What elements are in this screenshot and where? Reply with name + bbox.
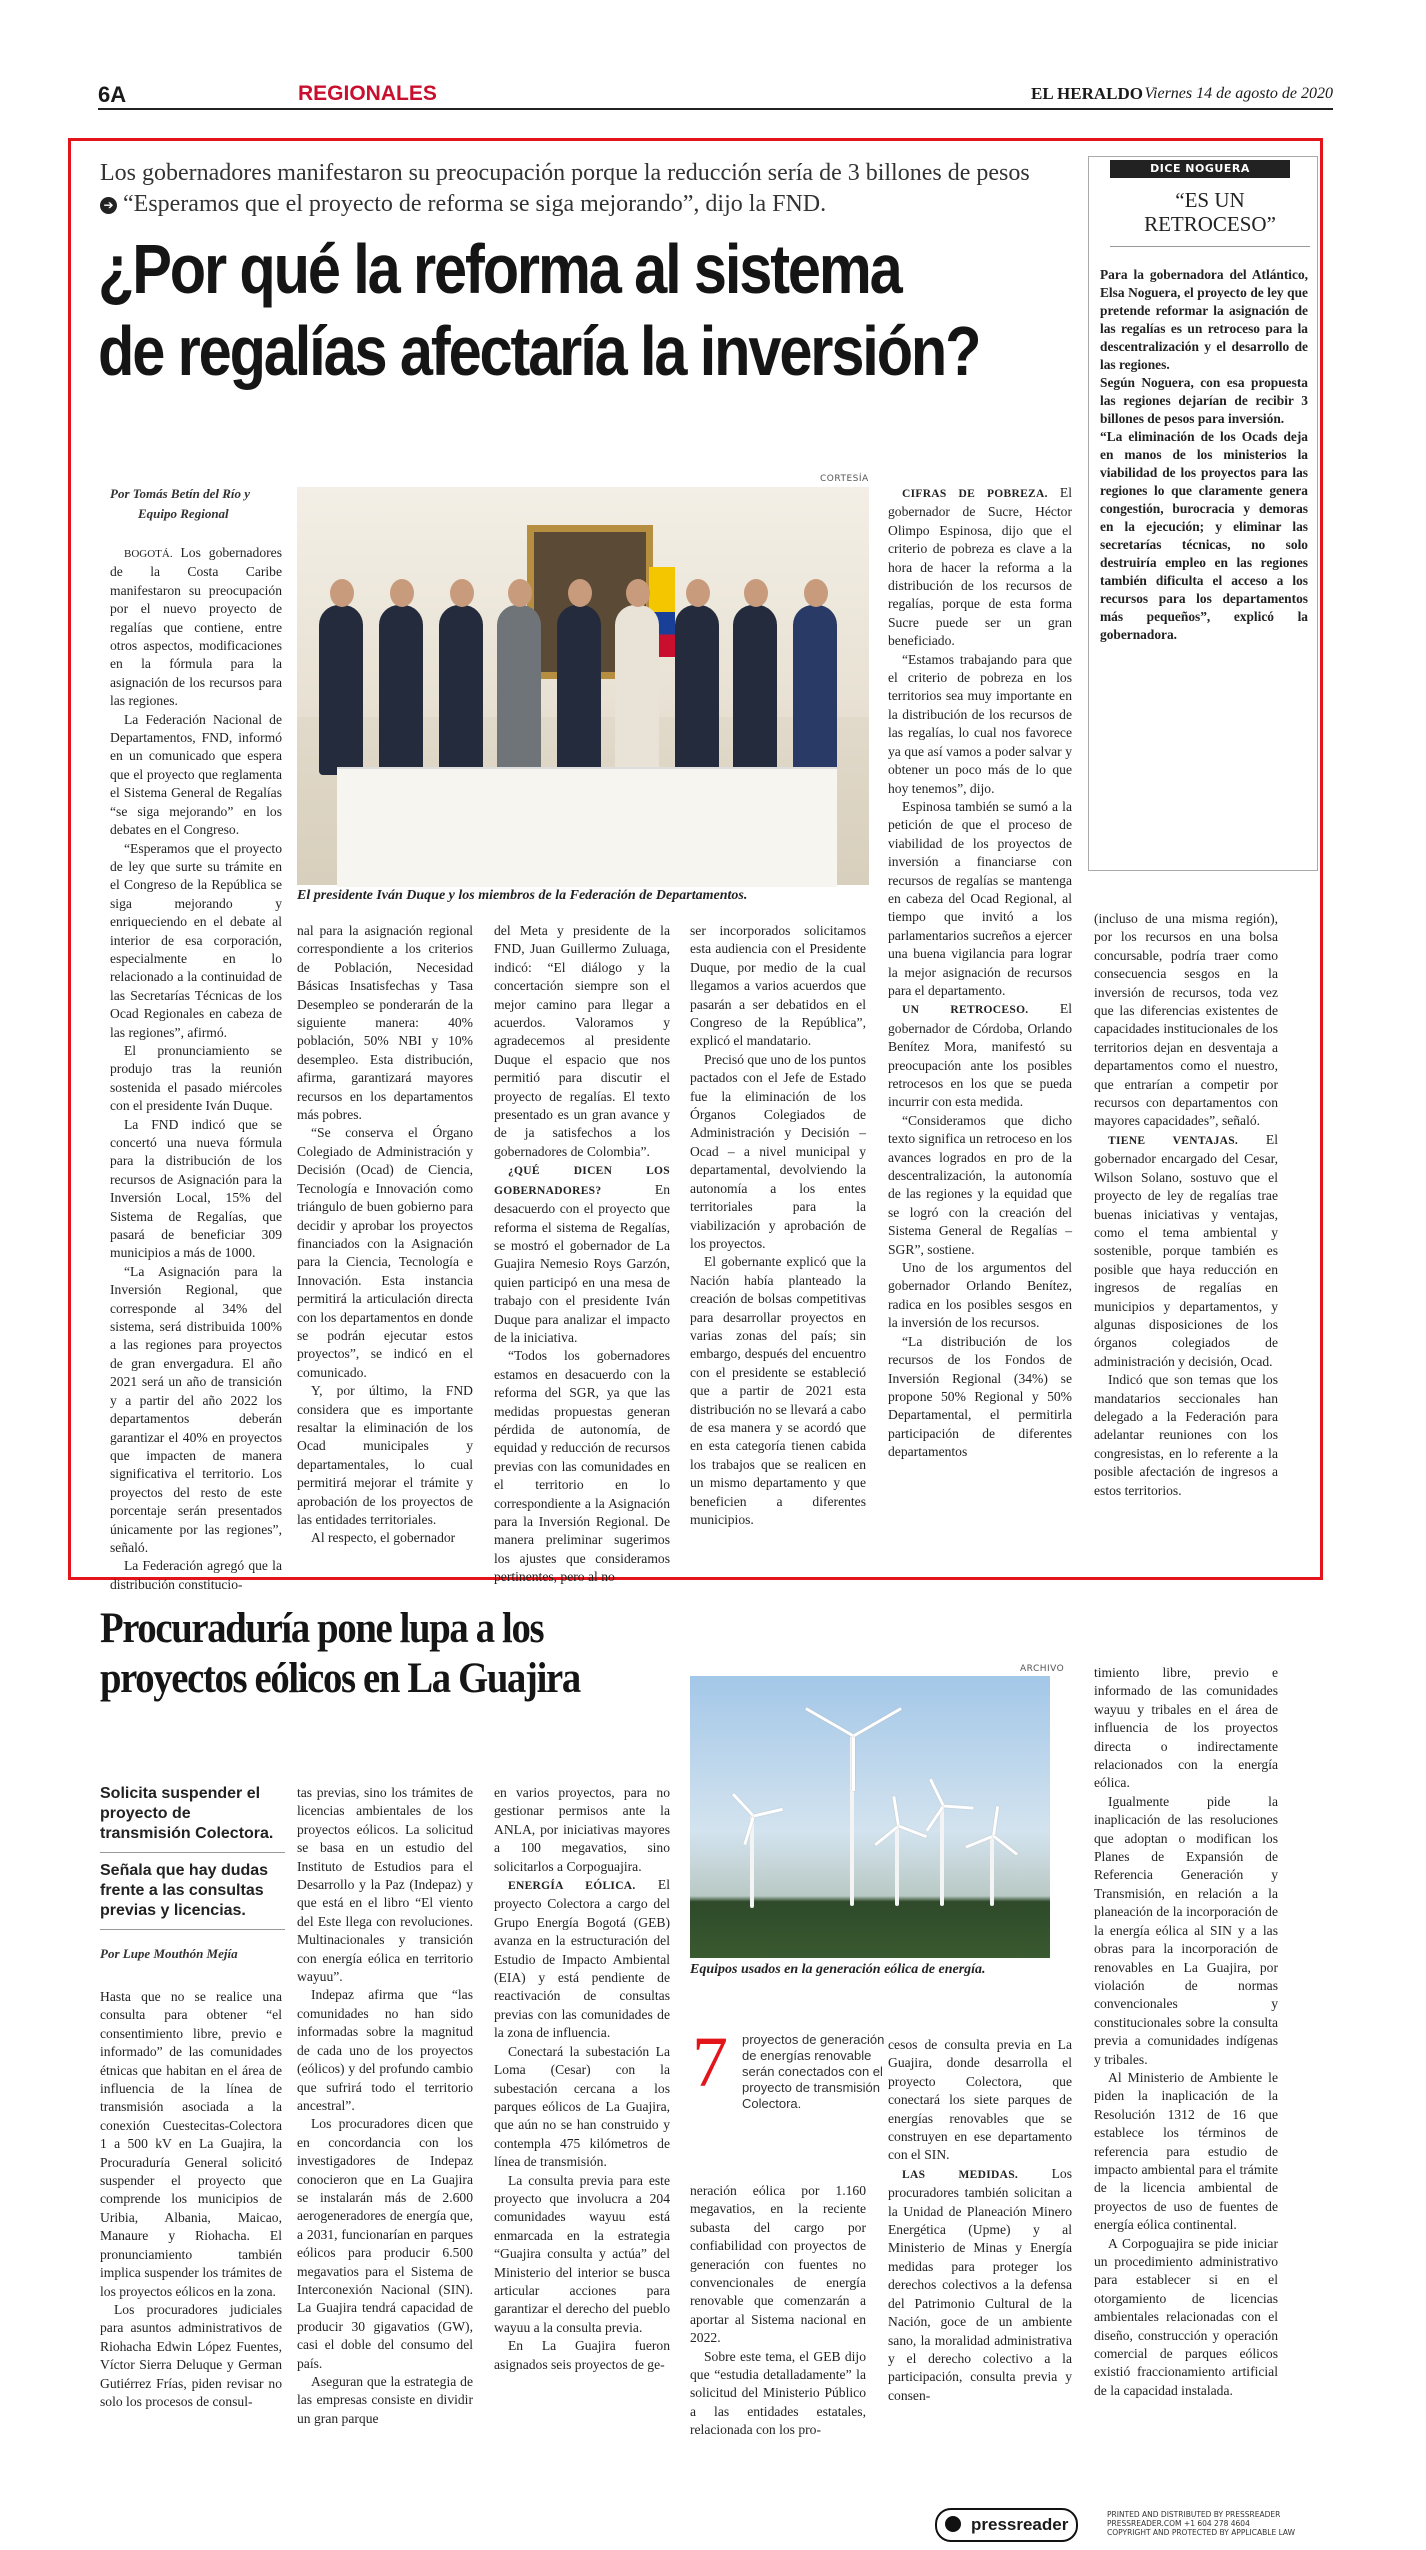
paragraph-text: nal para la asignación regional correspondiente a los criterios de Población, Necesidad Básicas Insatisfechas y Tasa Desempleo se ponderarán de la siguiente manera: 40% población, 50% NBI y 10% desempleo. Esta distribución, afirma, garantizará mayores recursos en los departamentos más pobres. [297,923,473,1123]
sidebar-quote-head: “ES UN RETROCESO” [1144,188,1276,236]
paragraph [100,2301,282,2411]
paragraph-text: “Se conserva el Órgano Colegiado de Administración y Decisión (Ocad) de Ciencia, Tecnología e Innovación como triángulo de buen gobierno para decidir y aprobar los proyectos financiados con la Asignación para la Ciencia, Tecnología e Innovación. Esta instancia permitirá la articulación directa con los departamentos en donde se podrán ejecutar estos proyectos”, se indicó en el comunicado. [297,1125,473,1380]
paragraph-text: del Meta y presidente de la FND, Juan Guillermo Zuluaga, indicó: “El diálogo y la concertación siempre son el mejor camino para llegar a acuerdos. Valoramos y agradecemos al presidente Duque el espacio que nos permitió para discutir el proyecto de regalías. El texto presentado es un gran avance y de ja satisfechos a los gobernadores de Colombia”. [494,923,670,1159]
paragraph-text: El gobernador de Córdoba, Orlando Benítez Mora, manifestó su preocupación ante los posibles retrocesos en los que se pueda incurrir con esta medida. [888,1001,1072,1110]
paragraph-kicker: LAS MEDIDAS. [902,2168,1019,2181]
paragraph-text: Precisó que uno de los puntos pactados con el Jefe de Estado fue la eliminación de los Órganos Colegiados de Administración y Decisión – Ocad – a nivel municipal y departamental, devolviendo la autonomía a los entes territoriales para la viabilización y aprobación de los proyectos. [690,1051,866,1251]
page-number: 6A [98,82,127,107]
notice-line: COPYRIGHT AND PROTECTED BY APPLICABLE LAW [1107,2528,1296,2537]
paragraph [297,922,473,1124]
paragraph [297,2373,473,2428]
paragraph [690,2182,866,2348]
pressreader-logo: pressreader [935,2508,1078,2542]
paragraph [100,1988,282,2301]
body-column-4 [690,922,866,1574]
paragraph-text: “Estamos trabajando para que el criterio de pobreza en los territorios sea muy importante en la distribución de los recursos de las regalías, lo cual nos favorece ya que así vamos a poder salvar y obtener un poco más de lo que hoy tenemos”, dijo. [888,651,1072,796]
paragraph [494,922,670,1161]
paragraph [110,840,282,1042]
paragraph-text: Y, por último, la FND considera que es importante resaltar la eliminación de los Ocad municipales y departamentales, lo cual permitirá mejorar el trámite y aprobación de los proyectos de las entidades territoriales. [297,1383,473,1527]
sidebar-tag: DICE NOGUERA [1110,160,1290,178]
paragraph-text: El gobernador de Sucre, Héctor Olimpo Espinosa, dijo que el criterio de pobreza es clave a la hora de hacer la reforma a la distribución de los recursos de regalías, porque de esta forma Sucre puede ser un gran beneficiado. [888,485,1072,649]
paragraph [888,1112,1072,1259]
paragraph [1094,1793,1278,2069]
paragraph [110,711,282,840]
dateline: BOGOTÁ. [124,548,173,560]
paragraph-text: La Federación Nacional de Departamentos, FND, informó en un comunicado que espera que el proyecto que reglamenta el Sistema General de Regalías “se siga mejorando” en los debates en el Congreso. [110,711,282,838]
paragraph-text: La consulta previa para este proyecto que involucra a 204 comunidades wayuu está enmarcada en la estrategia “Guajira consulta y actúa” del Ministerio del interior se busca articular acciones para garantizar el derecho del pueblo wayuu a la consulta previa. [494,2172,670,2335]
paragraph-text: cesos de consulta previa en La Guajira, donde desarrolla el proyecto Colectora, que conectará los siete parques de energías renovables que se construyen en ese departamento con el SIN. [888,2037,1072,2163]
arrow-icon: ➔ [100,197,117,214]
paragraph-text: El gobernador encargado del Cesar, Wilson Solano, sostuvo que el proyecto de ley de regalías trae buenas iniciativas y ventajas, como el tema ambiental y sostenible, porque también es posible que haya reducción en ingresos de regalías en municipios y departamentos, y algunas disposiciones de los órganos colegiados de administración y decisión, Ocad. [1094,1131,1279,1369]
notice-line: PRESSREADER.COM +1 604 278 4604 [1107,2519,1250,2528]
paragraph [888,1333,1072,1462]
paragraph-text: Los procuradores también solicitan a la Unidad de Planeación Minero Energética (Upme) y al Ministerio de Minas y Energía medidas para proteger los derechos colectivos a la defensa del Patrimonio Cultural de la Nación, goce de un ambiente sano, la moralidad administrativa y el derecho colectivo a la participación, consulta previa y consen- [888,2165,1072,2403]
paragraph-text: “Todos los gobernadores estamos en desacuerdo con la reforma del SGR, ya que las medidas propuestas generan pérdida de autonomía, de equidad y reducción de recursos previas con las comunidades en el territorio en lo correspondiente a la Asignación para la Inversión Regional. De manera preliminar sugerimos los ajustes que consideramos pertinentes, pero al no [494,1348,670,1585]
paragraph [110,1263,282,1558]
photo2-credit: ARCHIVO [1020,1664,1065,1674]
story2-byline: Por Lupe Mouthón Mejía [100,1946,238,1961]
paragraph-text: En desacuerdo con el proyecto que reforma el sistema de Regalías, se mostró el gobernador de La Guajira Nemesio Roys Garzón, quien participó en una mesa de trabajo con el presidente Iván Duque para analizar el impacto de la iniciativa. [494,1181,670,1345]
sidebar-body [1100,266,1308,644]
paragraph-kicker: UN RETROCESO. [902,1004,1029,1017]
deck-part-1: Los gobernadores manifestaron su preocupación porque la reducción sería de 3 billones de pesos [100,160,1030,186]
paragraph-text: Aseguran que la estrategia de las empresas consiste en dividir un gran parque [297,2374,473,2426]
headline2-line-1: Procuraduría pone lupa a los [100,1605,544,1652]
paragraph [1094,1131,1278,1371]
paragraph [494,1347,670,1586]
paragraph [1094,2069,1278,2235]
paragraph-text: Indicó que son temas que los mandatarios seccionales han delegado a la Federación para adelantar reuniones con los congresistas, en lo referente a la posible afectación de ingresos a estos territorios. [1094,1372,1278,1498]
sidebar-paragraph: Para la gobernadora del Atlántico, Elsa Noguera, el proyecto de ley que pretende reformar la asignación de las regalías es un retroceso para la descentralización y el desarrollo de las regiones. [1100,267,1308,372]
paragraph [494,2337,670,2374]
divider [100,1852,285,1853]
second-headline [100,1604,748,1704]
paragraph [1094,1371,1278,1500]
stat-text: proyectos de generación de energías renovable serán conectados con el proyecto de transmisión Colectora. [742,2032,885,2111]
paragraph-text: Conectará la subestación La Loma (Cesar) con la subestación cercana a los parques eólicos de La Guajira, que aún no se han construido y contempla 475 kilómetros de línea de transmisión. [494,2043,670,2170]
paragraph [297,1124,473,1382]
paragraph [888,651,1072,798]
deck-part-2: “Esperamos que el proyecto de reforma se siga mejorando”, dijo la FND. [123,191,827,217]
paragraph [690,922,866,1051]
paragraph [690,1051,866,1253]
sidebar-paragraph: Según Noguera, con esa propuesta las regiones dejarían de recibir 3 billones de pesos para inversión. [1100,375,1308,426]
wind-turbines-photo [690,1676,1050,1958]
paragraph [297,1986,473,2115]
body-column-6 [1094,910,1278,1574]
story2-column-5 [888,2036,1072,2508]
paragraph-text: Espinosa también se sumó a la petición de que el proceso de viabilidad de los proyectos de inversión a financiarse con recursos de regalías se mantenga en cabeza del Ocad Regional, al tiempo que invitó a los parlamentarios sucreños a ejercer una buena vigilancia para lograr la mejor asignación de recursos para el departamento. [888,798,1072,998]
summary-point-1: Solicita suspender el proyecto de transmisión Colectora. [100,1785,274,1842]
paragraph [690,1253,866,1529]
photo2-caption: Equipos usados en la generación eólica de energía. [690,1962,986,1977]
paragraph [690,2348,866,2440]
photo-credit: CORTESÍA [820,474,869,484]
paragraph-text: ser incorporados solicitamos esta audiencia con el Presidente Duque, por medio de la cual llegamos a varios acuerdos que pasarán a ser debatidos en el Congreso de la República”, explicó el mandatario. [690,923,866,1049]
paragraph-text: “La distribución de los recursos de los Fondos de Inversión Regional (34%) se propone 50% Regional y 50% Departamental, el permitirla participación de diferentes departamentos [888,1333,1072,1460]
paragraph-text: (incluso de una misma región), por los recursos en una bolsa concursable, podría traer como consecuencia sesgos en la inversión de recursos, toda vez que las diferencias existentes de capacidades institucionales de los territorios dejan en desventaja a departamentos como el nuestro, que entrarían a competir por recursos con departamentos con mayores capacidades”, señaló. [1094,911,1278,1129]
story2-column-2 [297,1784,473,2508]
paragraph-text: Indepaz afirma que “las comunidades no han sido informadas sobre la magnitud de cada uno de los proyectos (eólicos) y del profundo cambio que sufrirá todo el territorio ancestral”. [297,1987,473,2113]
divider [100,1929,285,1930]
divider [1110,246,1310,247]
summary-point-2: Señala que hay dudas frente a las consultas previas y licencias. [100,1862,269,1919]
main-headline [98,228,980,392]
issue-date: Viernes 14 de agosto de 2020 [1144,85,1333,102]
body-column-2 [297,922,473,1574]
paragraph [1094,1664,1278,1793]
paragraph [110,1557,282,1594]
pressreader-footer [935,2508,1315,2542]
paragraph-text: Sobre este tema, el GEB dijo que “estudia detalladamente” la solicitud del Ministerio Público a las entidades estatales, relacionada con los pro- [690,2348,866,2438]
paragraph-text: Uno de los argumentos del gobernador Orlando Benítez, radica en los posibles sesgos en la inversión de los recursos. [888,1260,1072,1331]
stat-number: 7 [692,2022,728,2102]
body-column-3 [494,922,670,1585]
paragraph-text: El pronunciamiento se produjo tras la reunión sostenida el pasado miércoles con el presidente Iván Duque. [110,1042,282,1114]
paragraph-text: El gobernante explicó que la Nación había planteado la creación de bolsas competitivas para desarrollar proyectos en varias zonas del país; sin embargo, después del encuentro con el presidente se estableció que a partir de 2021 esta distribución no se llevará a cabo de esa manera y se acordó que en esta categoría tienen cabida los trabajos que se realicen en un mismo departamento y que beneficien a diferentes municipios. [690,1254,866,1527]
paragraph-text: La FND indicó que se concertó una nueva fórmula para la distribución de los recursos de Asignación para la Inversión Local, 15% del Sistema de Regalías, que pasará de beneficiar 309 municipios a más de 1000. [110,1116,282,1261]
paragraph-text: en varios proyectos, para no gestionar permisos ante la ANLA, por iniciativas mayores a 100 megavatios, sino solicitarlos a Corpoguajira. [494,1785,670,1874]
story2-column-3 [494,1784,670,2508]
byline-line-2: Equipo Regional [138,506,229,521]
story-byline [110,484,280,524]
paragraph-text: Hasta que no se realice una consulta para obtener “el consentimiento libre, previo e informado” de las comunidades étnicas que habitan en el área de influencia de la línea de transmisión asociada a la conexión Cuestecitas-Colectora 1 a 500 kV en La Guajira, la Procuraduría General solicitó suspender el proyecto que comprende los municipios de Uribia, Albania, Maicao, Manaure y Riohacha. El pronunciamiento también implica suspender los trámites de los proyectos eólicos en la zona. [100,1989,282,2299]
paragraph-text: En La Guajira fueron asignados seis proyectos de ge- [494,2338,670,2372]
paragraph-kicker: ENERGÍA EÓLICA. [508,1880,636,1893]
paragraph [297,1784,473,1986]
paragraph-text: “Esperamos que el proyecto de ley que surte su trámite en el Congreso de la República se siga mejorando y enriqueciendo en el debate al interior de esa corporación, especialmente en lo relacionado a la continuidad de las Secretarías Técnicas de los Ocad Regionales en cabeza de las regiones”, afirmó. [110,840,282,1040]
body-column-1 [110,544,282,1592]
story2-column-4 [690,2182,866,2508]
story2-summary [100,1784,285,1938]
paragraph-text: El proyecto Colectora a cargo del Grupo Energía Bogotá (GEB) avanza en la estructuración del Estudio de Impacto Ambiental (EIA) y está pendiente de reactivación de consultas previas con las comunidades de la zona de influencia. [494,1877,670,2041]
paragraph-text: Los gobernadores de la Costa Caribe manifestaron su preocupación por el nuevo proyecto de regalías que contiene, entre otros aspectos, modificaciones en la fórmula para la asignación de los recursos para las regiones. [110,545,282,709]
paragraph [494,1876,670,2043]
paragraph [297,2115,473,2373]
paragraph [888,2036,1072,2165]
meeting-photo [297,487,869,885]
paragraph [1094,2235,1278,2401]
paragraph [888,798,1072,1000]
paragraph-text: “La Asignación para la Inversión Regional, que corresponde al 34% del sistema, será distribuida 100% a las regiones para proyectos de gran envergadura. El año 2021 será un año de transición y a partir del año 2022 los departamentos deberán garantizar el 40% en proyectos que impacten de manera significativa el territorio. Los proyectos del resto de este porcentaje serán presentados únicamente por las regiones”, señaló. [110,1263,282,1555]
paragraph-text: timiento libre, previo e informado de las comunidades wayuu y tribales en el área de influencia de los proyectos directa o indirectamente relacionados con la energía eólica. [1094,1665,1278,1791]
paragraph-text: Al Ministerio de Ambiente le piden la inaplicación de la Resolución 1312 de 16 que establece los términos de referencia para estudio de impacto ambiental para el trámite de la licencia ambiental de proyectos de uso de fuentes de energía eólica continental. [1094,2069,1278,2233]
paragraph [297,1382,473,1529]
paragraph-text: La Federación agregó que la distribución constitucio- [110,1558,282,1592]
story2-column-6 [1094,1664,1278,2508]
paragraph-text: Los procuradores dicen que en concordancia con los investigadores de Indepaz conocieron que en La Guajira se instalarán más de 2.600 aerogeneradores de energía que, a 2031, funcionarían en parques eólicos para producir 6.500 megavatios para el Sistema de Interconexión Nacional (SIN). La Guajira tendrá capacidad de producir 30 gigavatios (GW), casi el doble del consumo del país. [297,2116,473,2371]
paragraph-kicker: CIFRAS DE POBREZA. [902,488,1048,500]
sidebar-paragraph: “La eliminación de los Ocads deja en manos de los ministerios la viabilidad de los proyectos para las regiones lo que claramente genera congestión, burocracia y demoras en la ejecución; y eliminar las secretarías técnicas, no solo destruiría empleo en las regiones también dificulta el acceso a los recursos para los departamentos más pequeños”, explicó la gobernadora. [1100,429,1308,642]
headline2-line-2: proyectos eólicos en La Guajira [100,1655,580,1702]
paragraph [1094,910,1278,1131]
section-name: REGIONALES [298,82,437,105]
story-deck [100,158,1050,220]
paragraph [110,544,282,711]
paragraph-text: Los procuradores judiciales para asuntos administrativos de Riohacha Edwin López Fuentes, Víctor Sierra Deluque y German Gutiérrez Frías, piden revisar no solo los procesos de consul- [100,2301,282,2409]
page-header [98,82,1333,110]
headline-line-1: ¿Por qué la reforma al sistema [98,230,901,308]
paragraph-text: tas previas, sino los trámites de licencias ambientales de los proyectos eólicos. La solicitud se basa en un estudio del Instituto de Estudios para el Desarrollo y la Paz (Indepaz) y que está en el libro “El viento del Este llega con revoluciones. Multinacionales y transición con energía eólica en territorio wayuu”. [297,1785,473,1985]
paragraph [888,484,1072,651]
paragraph-text: “Consideramos que dicho texto significa un retroceso en los avances logrados en pro de la descentralización, la autonomía de las regiones y la equidad que se logró con la creación del Sistema General de Regalías –SGR”, sostiene. [888,1112,1072,1257]
byline-line-1: Por Tomás Betín del Río y [110,486,250,501]
paragraph [888,2165,1072,2405]
paragraph [110,1042,282,1116]
paragraph [888,1000,1072,1111]
photo-caption: El presidente Iván Duque y los miembros de la Federación de Departamentos. [297,888,748,903]
paragraph-text: A Corpoguajira se pide iniciar un procedimiento administrativo para establecer si en el otorgamiento de licencias ambientales relacionadas con el diseño, construcción y operación comercial de parques eólicos existió fraccionamiento artificial de la capacidad instalada. [1094,2235,1278,2398]
paragraph [494,2172,670,2338]
paragraph-text: neración eólica por 1.160 megavatios, en la reciente subasta del cargo por confiabilidad con proyectos de generación con fuentes no convencionales de energía renovable que comenzarán a aportar al Sistema nacional en 2022. [690,2183,866,2346]
notice-line: PRINTED AND DISTRIBUTED BY PRESSREADER [1107,2510,1281,2519]
paragraph [494,1161,670,1347]
paragraph [297,1529,473,1547]
headline-line-2: de regalías afectaría la inversión? [98,312,980,390]
paragraph-text: Al respecto, el gobernador [311,1530,456,1546]
paragraph [494,1784,670,1876]
story2-column-1 [100,1988,282,2508]
newspaper-name: EL HERALDO [1031,84,1143,103]
body-column-5 [888,484,1072,1574]
pressreader-notice [1107,2510,1317,2537]
paragraph-text: Igualmente pide la inaplicación de las resoluciones que adoptan o modifican los Planes de Expansión de Referencia Generación y Transmisión, en relación a la planeación de la incorporación de la energía eólica al SIN y a las obras para la incorporación de renovables en La Guajira, por violación de normas convencionales y constitucionales sobre la consulta previa a comunidades indígenas y tribales. [1094,1793,1278,2067]
paragraph-kicker: TIENE VENTAJAS. [1108,1134,1239,1147]
paragraph [888,1259,1072,1333]
paragraph-kicker: ¿QUÉ DICEN LOS GOBERNADORES? [494,1165,670,1197]
paragraph [110,1116,282,1263]
paragraph [494,2043,670,2172]
